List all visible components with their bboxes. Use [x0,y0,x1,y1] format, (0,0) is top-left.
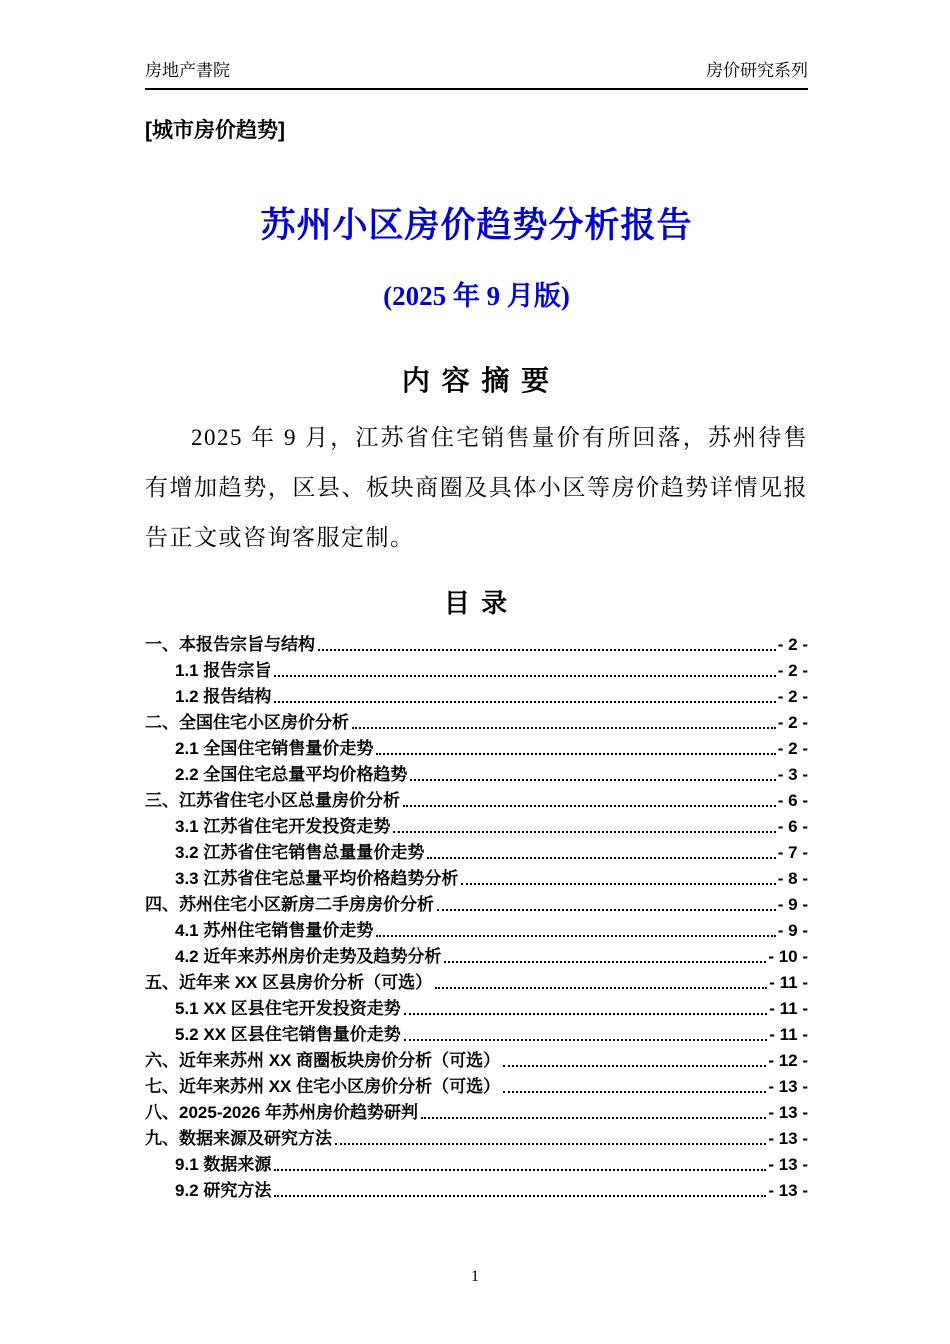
toc-entry-page: - 2 - [777,739,808,759]
toc-entry-label: 七、近年来苏州 XX 住宅小区房价分析（可选） [145,1077,501,1097]
toc-entry-label: 3.2 江苏省住宅销售总量量价走势 [175,843,425,863]
toc-entry-page: - 2 - [777,713,808,733]
toc-dot-leader [335,1143,766,1145]
toc-entry-label: 4.1 苏州住宅销售量价走势 [175,921,374,941]
toc-dot-leader [503,1091,766,1093]
toc-entry-label: 4.2 近年来苏州房价走势及趋势分析 [175,947,442,967]
toc-dot-leader [376,753,775,755]
toc-entry[interactable] [145,1178,808,1204]
toc-entry[interactable] [145,762,808,788]
toc-list [145,632,808,1204]
toc-entry-page: - 13 - [768,1181,808,1201]
toc-entry-label: 九、数据来源及研究方法 [145,1129,332,1149]
toc-entry[interactable] [145,892,808,918]
toc-entry-page: - 3 - [777,765,808,785]
toc-entry-label: 二、全国住宅小区房价分析 [145,713,349,733]
toc-heading: 目 录 [443,588,510,619]
toc-entry[interactable] [145,736,808,762]
toc-dot-leader [435,987,767,989]
toc-entry-page: - 12 - [768,1051,808,1071]
toc-dot-leader [437,909,776,911]
toc-entry[interactable] [145,866,808,892]
toc-entry-page: - 13 - [768,1077,808,1097]
toc-entry-label: 三、江苏省住宅小区总量房价分析 [145,791,400,811]
toc-entry[interactable] [145,840,808,866]
toc-entry[interactable] [145,1074,808,1100]
toc-entry[interactable] [145,1152,808,1178]
abstract-heading: 内 容 摘 要 [401,365,552,397]
toc-entry-page: - 7 - [777,843,808,863]
page-number: 1 [471,1268,479,1285]
toc-entry-label: 9.1 数据来源 [175,1155,272,1175]
toc-entry[interactable] [145,996,808,1022]
toc-entry-page: - 6 - [777,817,808,837]
toc-entry[interactable] [145,814,808,840]
report-tagline: [城市房价趋势] [145,119,285,143]
toc-entry[interactable] [145,632,808,658]
toc-dot-leader [352,727,776,729]
toc-entry[interactable] [145,788,808,814]
toc-dot-leader [461,883,775,885]
toc-entry-page: - 8 - [777,869,808,889]
toc-entry-page: - 2 - [777,635,808,655]
toc-entry-label: 3.3 江苏省住宅总量平均价格趋势分析 [175,869,459,889]
toc-entry[interactable] [145,1100,808,1126]
toc-entry-label: 五、近年来 XX 区县房价分析（可选） [145,973,433,993]
toc-dot-leader [427,857,775,859]
toc-entry-label: 八、2025-2026 年苏州房价趋势研判 [145,1103,419,1123]
toc-dot-leader [274,701,775,703]
toc-entry-label: 5.2 XX 区县住宅销售量价走势 [175,1025,401,1045]
toc-entry-page: - 11 - [769,973,808,993]
toc-entry-page: - 2 - [777,661,808,681]
toc-entry-label: 3.1 江苏省住宅开发投资走势 [175,817,391,837]
toc-entry[interactable] [145,658,808,684]
toc-entry[interactable] [145,1048,808,1074]
toc-dot-leader [318,649,776,651]
toc-entry-page: - 9 - [777,895,808,915]
toc-dot-leader [403,805,776,807]
toc-dot-leader [274,675,775,677]
toc-entry[interactable] [145,684,808,710]
toc-dot-leader [410,779,775,781]
page-header [145,60,808,90]
toc-entry-page: - 10 - [768,947,808,967]
toc-entry[interactable] [145,918,808,944]
toc-entry-label: 9.2 研究方法 [175,1181,272,1201]
toc-entry-page: - 13 - [768,1129,808,1149]
toc-entry-label: 六、近年来苏州 XX 商圈板块房价分析（可选） [145,1051,501,1071]
toc-entry[interactable] [145,1022,808,1048]
toc-entry-page: - 13 - [768,1155,808,1175]
toc-entry-page: - 6 - [777,791,808,811]
toc-entry-page: - 11 - [769,999,808,1019]
toc-dot-leader [444,961,766,963]
toc-dot-leader [376,935,775,937]
toc-entry-label: 一、本报告宗旨与结构 [145,635,315,655]
abstract-paragraph: 2025 年 9 月，江苏省住宅销售量价有所回落，苏州待售有增加趋势，区县、板块商圈及具体小区等房价趋势详情见报告正文或咨询客服定制。 [145,425,808,551]
header-left-text: 房地产書院 [145,61,230,80]
toc-entry-label: 5.1 XX 区县住宅开发投资走势 [175,999,401,1019]
toc-dot-leader [393,831,775,833]
toc-dot-leader [404,1039,767,1041]
toc-entry[interactable] [145,970,808,996]
toc-entry-label: 1.2 报告结构 [175,687,272,707]
toc-entry-page: - 11 - [769,1025,808,1045]
toc-entry-label: 四、苏州住宅小区新房二手房房价分析 [145,895,434,915]
toc-entry-page: - 2 - [777,687,808,707]
toc-dot-leader [503,1065,766,1067]
toc-entry-page: - 13 - [768,1103,808,1123]
toc-dot-leader [404,1013,767,1015]
toc-entry-label: 2.2 全国住宅总量平均价格趋势 [175,765,408,785]
toc-entry[interactable] [145,710,808,736]
toc-entry-page: - 9 - [777,921,808,941]
toc-entry-label: 2.1 全国住宅销售量价走势 [175,739,374,759]
toc-dot-leader [274,1169,766,1171]
toc-entry[interactable] [145,944,808,970]
report-subtitle: (2025 年 9 月版) [383,281,570,312]
toc-dot-leader [274,1195,766,1197]
toc-entry-label: 1.1 报告宗旨 [175,661,272,681]
report-title: 苏州小区房价趋势分析报告 [260,206,693,246]
toc-entry[interactable] [145,1126,808,1152]
header-right-text: 房价研究系列 [706,61,808,80]
toc-dot-leader [421,1117,766,1119]
